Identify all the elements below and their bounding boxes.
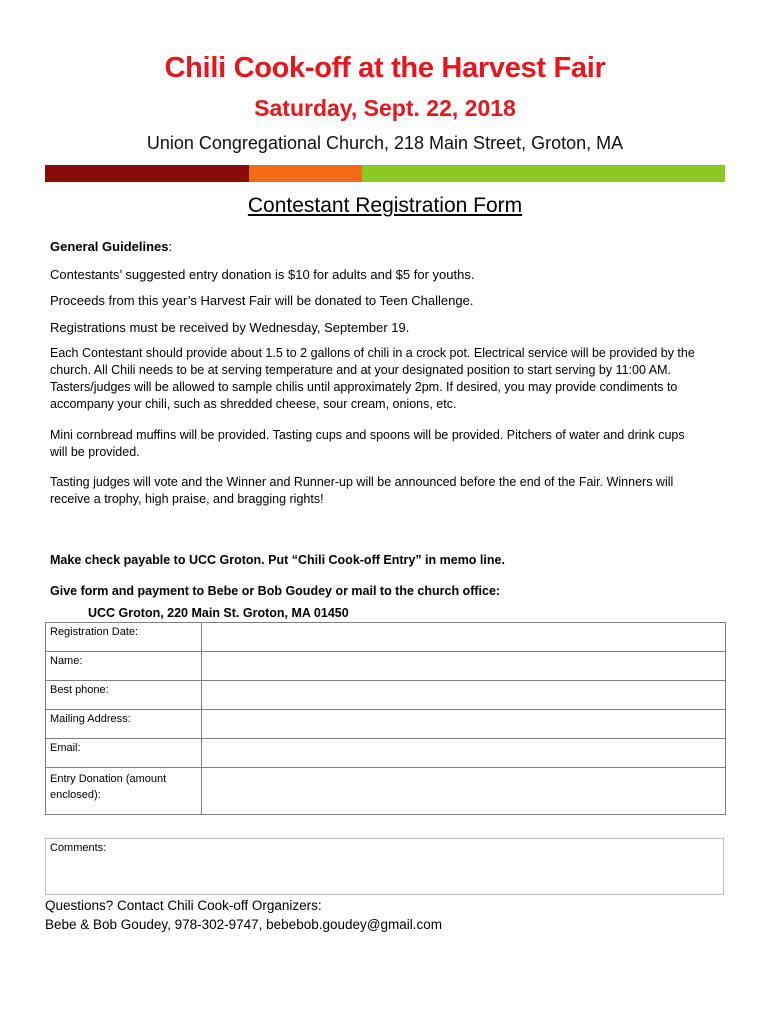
payment-check-instructions: Make check payable to UCC Groton. Put “Chili Cook-off Entry” in memo line.	[50, 553, 505, 567]
guidelines-heading-line	[50, 238, 710, 255]
guideline-chili-line-1: Each Contestant should provide about 1.5 to 2 gallons of chili in a crock pot. Electrical service will be provided by the	[50, 346, 695, 360]
page-title: Chili Cook-off at the Harvest Fair	[164, 52, 606, 84]
contact-heading: Questions? Contact Chili Cook-off Organizers:	[45, 898, 322, 913]
table-row	[46, 681, 726, 710]
name-field[interactable]	[202, 652, 726, 681]
guideline-cornbread-line-1: Mini cornbread muffins will be provided. Tasting cups and spoons will be provided. Pitchers of water and drink cups	[50, 428, 685, 442]
registration-table	[45, 622, 726, 815]
divider-bar-green	[362, 165, 725, 182]
comments-label: Comments:	[50, 842, 107, 854]
field-label: Best phone:	[46, 681, 202, 710]
form-title: Contestant Registration Form	[247, 194, 523, 217]
church-mailing-address: UCC Groton, 220 Main St. Groton, MA 01450	[88, 606, 349, 620]
guidelines-heading: General Guidelines	[50, 239, 169, 254]
guideline-donation: Contestants’ suggested entry donation is $10 for adults and $5 for youths.	[50, 267, 475, 282]
guidelines-heading-colon: :	[168, 239, 173, 254]
guideline-judging-line-2: receive a trophy, high praise, and bragging rights!	[50, 492, 324, 506]
comments-field[interactable]	[45, 838, 724, 895]
field-label: Email:	[46, 739, 202, 768]
table-row	[46, 710, 726, 739]
table-row	[46, 623, 726, 652]
field-label: Mailing Address:	[46, 710, 202, 739]
field-label: Registration Date:	[46, 623, 202, 652]
registration-date-field[interactable]	[202, 623, 726, 652]
guideline-cornbread-line-2: will be provided.	[50, 445, 140, 459]
guideline-judging-line-1: Tasting judges will vote and the Winner and Runner-up will be announced before the end of the Fair. Winners will	[50, 475, 674, 489]
divider-bar-orange	[249, 165, 362, 182]
guideline-chili-line-2: church. All Chili needs to be at serving temperature and at your designated position to start serving by 11:00 AM.	[50, 363, 671, 377]
table-row	[46, 739, 726, 768]
guideline-proceeds: Proceeds from this year’s Harvest Fair will be donated to Teen Challenge.	[50, 293, 474, 308]
guideline-cornbread	[50, 427, 710, 461]
guideline-chili-line-4: accompany your chili, such as shredded cheese, sour cream, onions, etc.	[50, 397, 457, 411]
contact-details: Bebe & Bob Goudey, 978-302-9747, bebebob.goudey@gmail.com	[45, 917, 442, 932]
phone-field[interactable]	[202, 681, 726, 710]
field-label: Entry Donation (amount enclosed):	[46, 768, 202, 815]
table-row	[46, 768, 726, 815]
payment-give-instructions: Give form and payment to Bebe or Bob Goudey or mail to the church office:	[50, 584, 501, 598]
email-field[interactable]	[202, 739, 726, 768]
mailing-address-field[interactable]	[202, 710, 726, 739]
event-location: Union Congregational Church, 218 Main Street, Groton, MA	[146, 133, 624, 153]
entry-donation-field[interactable]	[202, 768, 726, 815]
guideline-judging	[50, 474, 710, 508]
guideline-deadline: Registrations must be received by Wednesday, September 19.	[50, 320, 410, 335]
guideline-chili	[50, 345, 710, 413]
event-date: Saturday, Sept. 22, 2018	[254, 95, 516, 121]
divider-bar-red	[45, 165, 249, 182]
table-row	[46, 652, 726, 681]
guideline-chili-line-3: Tasters/judges will be allowed to sample chilis until approximately 2pm. If desired, you may provide condiments to	[50, 380, 678, 394]
field-label: Name:	[46, 652, 202, 681]
